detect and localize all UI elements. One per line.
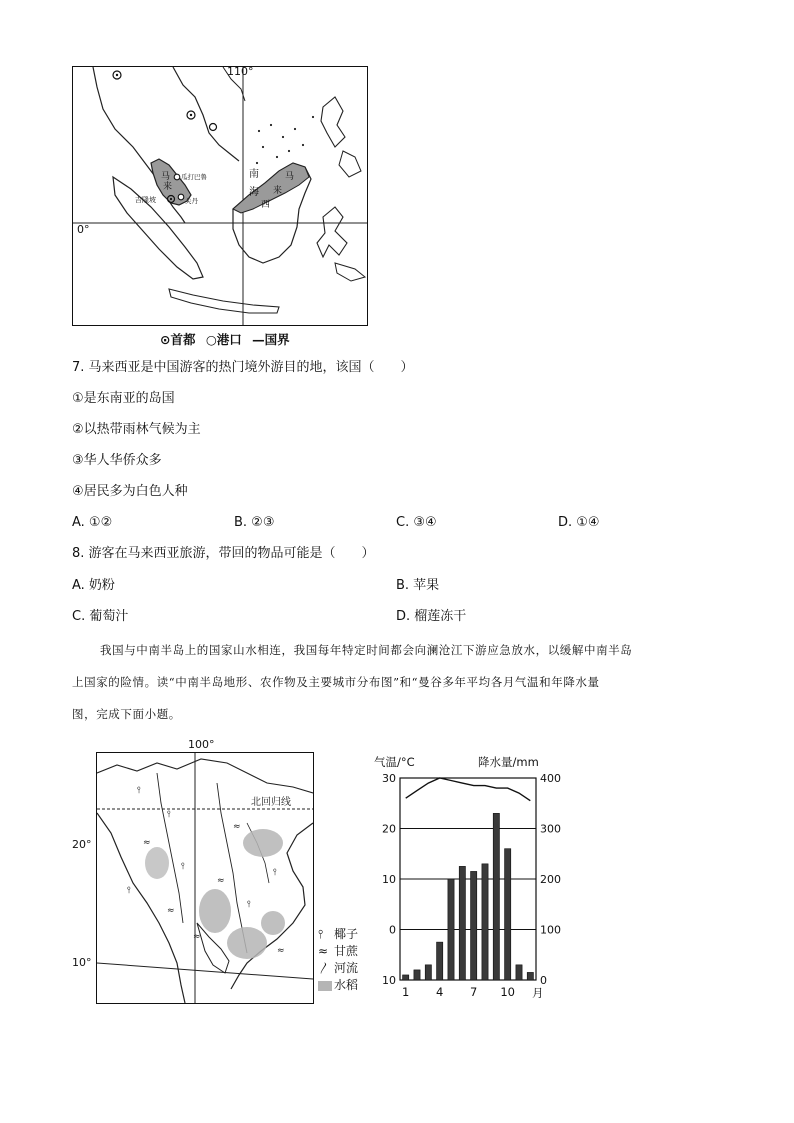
svg-text:⫯: ⫯ (167, 810, 171, 820)
east-malaysia-char-1: 马 (285, 172, 295, 182)
q8-option-a[interactable]: A. 奶粉 (72, 578, 115, 593)
temperature-tick-label: 20 (382, 822, 396, 836)
south-china-sea-char-1: 南 (249, 169, 259, 180)
svg-text:⫯: ⫯ (127, 886, 131, 896)
q8-option-d[interactable]: D. 榴莲冻干 (396, 609, 467, 624)
precipitation-bar (459, 866, 465, 980)
precipitation-bar (448, 879, 454, 980)
passage-line-2: 上国家的险情。读“中南半岛地形、农作物及主要城市分布图”和“曼谷多年平均各月气温和年降水量 (72, 675, 600, 689)
precipitation-bar (493, 813, 499, 980)
q7-statement-2: ②以热带雨林气候为主 (72, 422, 201, 437)
temperature-axis-title: 气温/°C (374, 755, 415, 769)
capital-legend-icon: ⊙ (160, 332, 171, 347)
q7-option-a[interactable]: A. ①② (72, 515, 113, 530)
precipitation-bar (516, 965, 522, 980)
svg-text:⫯: ⫯ (247, 900, 251, 910)
rice-icon (318, 981, 332, 991)
temperature-tick-label: 0 (389, 923, 396, 937)
svg-text:≈: ≈ (167, 906, 175, 916)
bangkok-climate-chart (370, 750, 580, 1010)
legend-river-label: 河流 (334, 961, 359, 975)
border-legend-label: 国界 (264, 332, 290, 347)
q7-option-b[interactable]: B. ②③ (234, 515, 275, 530)
malaysia-map-legend (160, 330, 290, 348)
capital-legend-label: 首都 (170, 332, 196, 347)
south-china-sea-char-2: 海 (249, 187, 259, 198)
q7-statement-3: ③华人华侨众多 (72, 453, 162, 468)
precipitation-bar (505, 849, 511, 980)
month-tick-label: 7 (470, 985, 478, 999)
passage-line-3: 图，完成下面小题。 (72, 707, 181, 721)
month-tick-label: 10 (500, 985, 515, 999)
svg-text:≈: ≈ (277, 946, 285, 956)
month-tick-label: 1 (402, 985, 410, 999)
precipitation-tick-label: 100 (540, 923, 561, 937)
q7-stem: 7. 马来西亚是中国游客的热门境外游目的地，该国（ ） (72, 360, 414, 375)
precipitation-bar (482, 864, 488, 980)
svg-text:⫯: ⫯ (137, 786, 141, 796)
temperature-line (406, 778, 531, 801)
precipitation-bar (527, 972, 533, 980)
precipitation-bar (437, 942, 443, 980)
port-legend-icon: ○ (205, 332, 217, 347)
svg-text:≈: ≈ (143, 838, 151, 848)
malaysia-map-drawing (73, 67, 367, 325)
peninsula-char-2: 来 (163, 182, 173, 192)
svg-text:≈: ≈ (217, 876, 225, 886)
q8-option-c[interactable]: C. 葡萄汁 (72, 609, 129, 624)
legend-rice-label: 水稻 (334, 978, 359, 992)
precipitation-bar (471, 871, 477, 980)
map1-longitude-label: 110° (227, 67, 254, 78)
kuala-lumpur-label: 吉隆坡 (135, 196, 156, 204)
east-malaysia-char-3: 西 (261, 200, 271, 210)
map2-tropic-label: 北回归线 (251, 797, 291, 808)
peninsula-char-1: 马 (161, 172, 171, 182)
map2-lat20-label: 20° (72, 838, 92, 851)
indochina-map-drawing (97, 753, 313, 1003)
east-malaysia-char-2: 来 (273, 186, 283, 196)
sugarcane-icon: ≈ (318, 944, 329, 958)
river-icon: 〳 (318, 961, 331, 975)
port-legend-label: 港口 (216, 332, 242, 347)
precipitation-tick-label: 300 (540, 822, 561, 836)
q7-statement-1: ①是东南亚的岛国 (72, 391, 175, 406)
svg-text:⫯: ⫯ (273, 868, 277, 878)
legend-sugarcane-label: 甘蔗 (334, 944, 359, 958)
passage-line-1: 我国与中南半岛上的国家山水相连，我国每年特定时间都会向澜沧江下游应急放水，以缓解中南半岛 (100, 643, 633, 657)
precipitation-axis-title: 降水量/mm (478, 755, 539, 769)
month-tick-label: 4 (436, 985, 444, 999)
svg-text:≈: ≈ (193, 932, 201, 942)
kuantan-label: 关丹 (185, 197, 198, 205)
kota-bharu-label: 瓜打巴鲁 (181, 173, 207, 181)
q8-option-b[interactable]: B. 苹果 (396, 578, 440, 593)
month-axis-title: 月 (532, 986, 544, 1000)
malaysia-map (72, 66, 368, 326)
q7-option-d[interactable]: D. ①④ (558, 515, 600, 530)
svg-text:⫯: ⫯ (181, 862, 185, 872)
map2-longitude-label: 100° (188, 738, 215, 751)
legend-coconut-label: 椰子 (334, 927, 359, 941)
precipitation-bar (403, 975, 409, 980)
indochina-map (96, 752, 314, 1004)
precipitation-tick-label: 400 (540, 772, 561, 785)
map2-lat10-label: 10° (72, 956, 92, 969)
temperature-tick-label: 30 (382, 772, 396, 785)
map1-equator-label: 0° (77, 223, 90, 236)
q7-statement-4: ④居民多为白色人种 (72, 484, 188, 499)
q8-stem: 8. 游客在马来西亚旅游，带回的物品可能是（ ） (72, 546, 375, 561)
temperature-tick-label: 10 (382, 974, 396, 987)
temperature-tick-label: 10 (382, 873, 396, 886)
precipitation-bar (425, 965, 431, 980)
border-legend-icon: — (252, 332, 265, 347)
q7-option-c[interactable]: C. ③④ (396, 515, 437, 530)
precipitation-tick-label: 200 (540, 873, 561, 886)
coconut-icon: ⫯ (318, 927, 324, 941)
precipitation-tick-label: 0 (540, 974, 547, 987)
svg-text:≈: ≈ (233, 822, 241, 832)
precipitation-bar (414, 970, 420, 980)
